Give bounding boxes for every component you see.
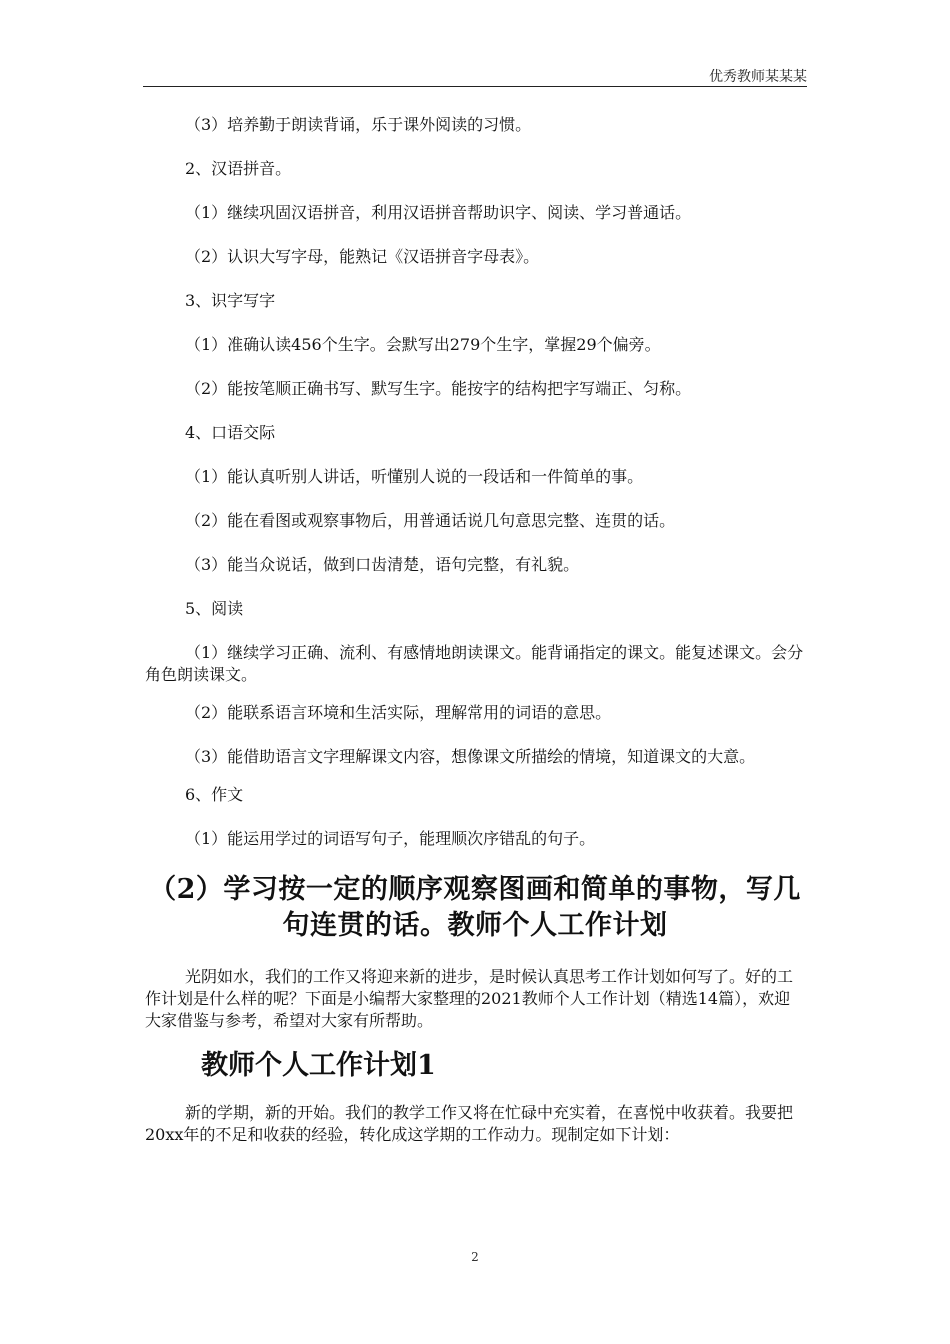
paragraph: （1）继续巩固汉语拼音，利用汉语拼音帮助识字、阅读、学习普通话。 [185,203,692,222]
section-heading: 6、作文 [185,785,244,804]
header-divider [143,86,807,87]
paragraph: （2）能联系语言环境和生活实际，理解常用的词语的意思。 [185,703,612,722]
paragraph: （3）培养勤于朗读背诵，乐于课外阅读的习惯。 [185,115,532,134]
paragraph: （2）能在看图或观察事物后，用普通话说几句意思完整、连贯的话。 [185,511,676,530]
section-heading: 4、口语交际 [185,423,276,442]
paragraph: （1）能运用学过的词语写句子，能理顺次序错乱的句子。 [185,829,596,848]
paragraph: （3）能当众说话，做到口齿清楚，语句完整，有礼貌。 [185,555,580,574]
section-heading: 5、阅读 [185,599,244,618]
page-number: 2 [471,1250,479,1264]
main-title: （2）学习按一定的顺序观察图画和简单的事物，写几句连贯的话。教师个人工作计划 [149,874,801,941]
paragraph: （2）认识大写字母，能熟记《汉语拼音字母表》。 [185,247,540,266]
section-body: 新的学期，新的开始。我们的教学工作又将在忙碌中充实着，在喜悦中收获着。我要把20xx年的不足和收获的经验，转化成这学期的工作动力。现制定如下计划： [145,1103,794,1144]
paragraph: （1）继续学习正确、流利、有感情地朗读课文。能背诵指定的课文。能复述课文。会分角色朗读课文。 [145,643,804,684]
paragraph: （3）能借助语言文字理解课文内容，想像课文所描绘的情境，知道课文的大意。 [185,747,756,766]
section-heading: 3、识字写字 [185,291,276,310]
paragraph: （1）准确认读456个生字。会默写出279个生字，掌握29个偏旁。 [185,335,661,354]
intro-paragraph: 光阴如水，我们的工作又将迎来新的进步，是时候认真思考工作计划如何写了。好的工作计划是什么样的呢？下面是小编帮大家整理的2021教师个人工作计划（精选14篇），欢迎大家借鉴与参考，希望对大家有所帮助。 [145,967,794,1030]
page-header: 优秀教师某某某 [709,69,807,85]
paragraph: （1）能认真听别人讲话，听懂别人说的一段话和一件简单的事。 [185,467,644,486]
section-title: 教师个人工作计划1 [201,1050,436,1081]
paragraph: （2）能按笔顺正确书写、默写生字。能按字的结构把字写端正、匀称。 [185,379,692,398]
document-body [145,114,805,1168]
section-heading: 2、汉语拼音。 [185,159,292,178]
